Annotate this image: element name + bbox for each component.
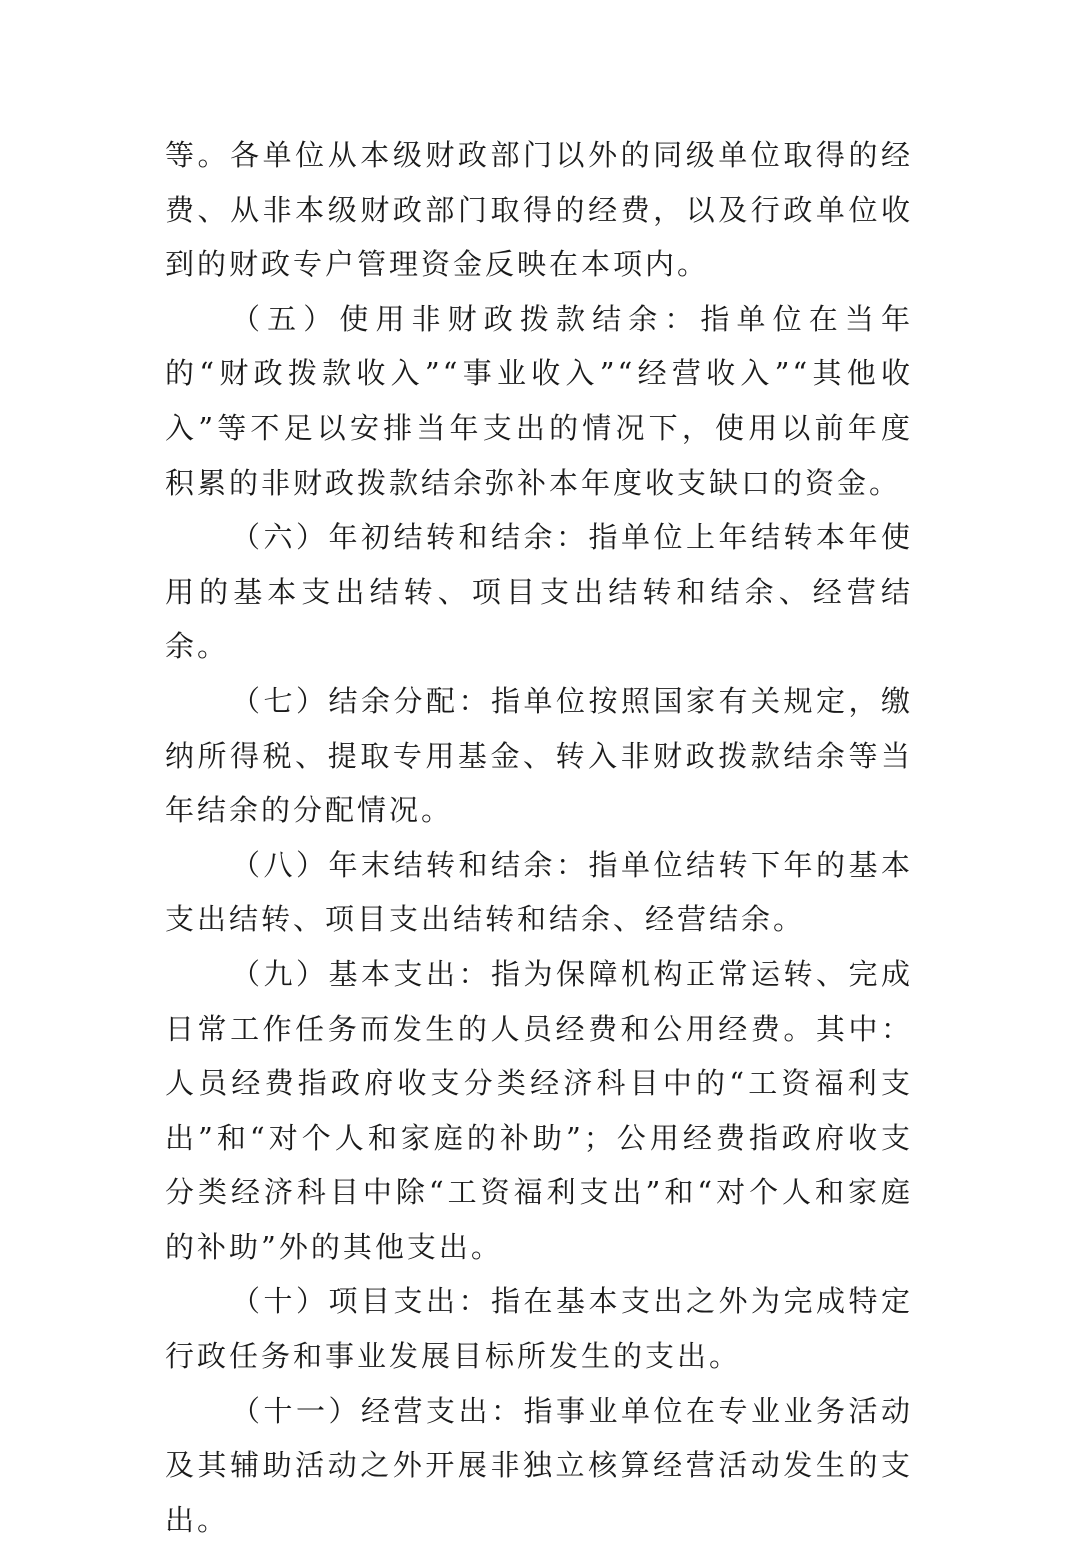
paragraph-item-8-closing-carryover: （八）年末结转和结余：指单位结转下年的基本支出结转、项目支出结转和结余、经营结余。 [165, 847, 913, 937]
paragraph-item-7-surplus-distribution: （七）结余分配：指单位按照国家有关规定，缴纳所得税、提取专用基金、转入非财政拨款结余等当年结余的分配情况。 [165, 683, 913, 828]
paragraph-item-10-project-expenditure: （十）项目支出：指在基本支出之外为完成特定行政任务和事业发展目标所发生的支出。 [165, 1284, 913, 1374]
paragraph-item-9-basic-expenditure: （九）基本支出：指为保障机构正常运转、完成日常工作任务而发生的人员经费和公用经费。其中：人员经费指政府收支分类经济科目中的“工资福利支出”和“对个人和家庭的补助”；公用经费指政府收支分类经济科目中除“工资福利支出”和“对个人和家庭的补助”外的其他支出。 [165, 956, 913, 1264]
paragraph-item-6-opening-carryover: （六）年初结转和结余：指单位上年结转本年使用的基本支出结转、项目支出结转和结余、经营结余。 [165, 520, 913, 664]
paragraph-item-5-non-fiscal-surplus-usage: （五）使用非财政拨款结余：指单位在当年的“财政拨款收入”“事业收入”“经营收入”“其他收入”等不足以安排当年支出的情况下，使用以前年度积累的非财政拨款结余弥补本年度收支缺口的资金。 [165, 301, 913, 500]
paragraph-continuation: 等。各单位从本级财政部门以外的同级单位取得的经费、从非本级财政部门取得的经费，以及行政单位收到的财政专户管理资金反映在本项内。 [165, 138, 913, 282]
paragraph-item-11-operating-expenditure: （十一）经营支出：指事业单位在专业业务活动及其辅助活动之外开展非独立核算经营活动发生的支出。 [165, 1393, 913, 1537]
document-page [165, 128, 913, 1547]
